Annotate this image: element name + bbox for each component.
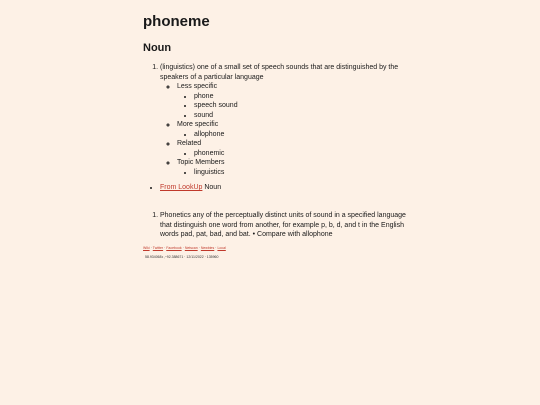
term-item[interactable]: • linguistics: [194, 168, 410, 178]
term-item[interactable]: • speech sound: [194, 101, 410, 111]
relation-group-more-specific: [177, 120, 410, 139]
footer-link-twitter[interactable]: Twitter: [152, 246, 164, 250]
term-item[interactable]: • phone: [194, 92, 410, 102]
footer-link-local[interactable]: Local: [217, 246, 226, 250]
dictionary-entry: [143, 12, 406, 259]
sense-list-2: [143, 211, 410, 240]
relation-group-less-specific: [177, 82, 410, 120]
relation-label: Less specific: [177, 83, 218, 90]
term-item[interactable]: • sound: [194, 111, 410, 121]
relation-label: Related: [177, 140, 202, 147]
lookup-item: [160, 183, 221, 193]
word-title: phoneme: [143, 13, 210, 30]
relation-label: More specific: [177, 121, 219, 128]
footer-link-newbies[interactable]: Newbies: [200, 246, 215, 250]
term-list: [177, 130, 410, 140]
part-of-speech-heading: Noun: [143, 42, 172, 54]
term-list: [177, 168, 410, 178]
footer-link-wiki[interactable]: Wiki: [143, 246, 150, 250]
relation-list: [160, 82, 410, 177]
lookup-suffix: Noun: [202, 184, 222, 191]
term-list: [177, 149, 410, 159]
term-item[interactable]: • phonemic: [194, 149, 410, 159]
footer-meta: 58.934068∘,−92.388671 · 12/11/2022 · 135960: [145, 255, 219, 259]
relation-label: Topic Members: [177, 159, 225, 166]
footer-links: Wiki·Twitter·Facebook·Netscan·Newbies·Local: [143, 246, 226, 250]
term-list: [177, 92, 410, 121]
sense-item: [160, 63, 410, 177]
sense-item: [160, 211, 410, 240]
term-item[interactable]: • allophone: [194, 130, 410, 140]
relation-group-related: [177, 139, 410, 158]
sense-list: [143, 63, 410, 177]
footer-link-facebook[interactable]: Facebook: [166, 246, 182, 250]
from-lookup-link[interactable]: From LookUp: [160, 184, 203, 191]
sense-definition: (linguistics) one of a small set of speech sounds that are distinguished by the speakers of a particular language: [160, 64, 399, 81]
lookup-list: [143, 183, 221, 193]
sense-definition: Phonetics any of the perceptually distinct units of sound in a specified language that distinguish one word from another, for example p, b, d, and t in the English words pad, pat, bad, and bat. • Compare with allophone: [160, 212, 406, 238]
footer-link-netscan[interactable]: Netscan: [184, 246, 198, 250]
relation-group-topic-members: [177, 158, 410, 177]
